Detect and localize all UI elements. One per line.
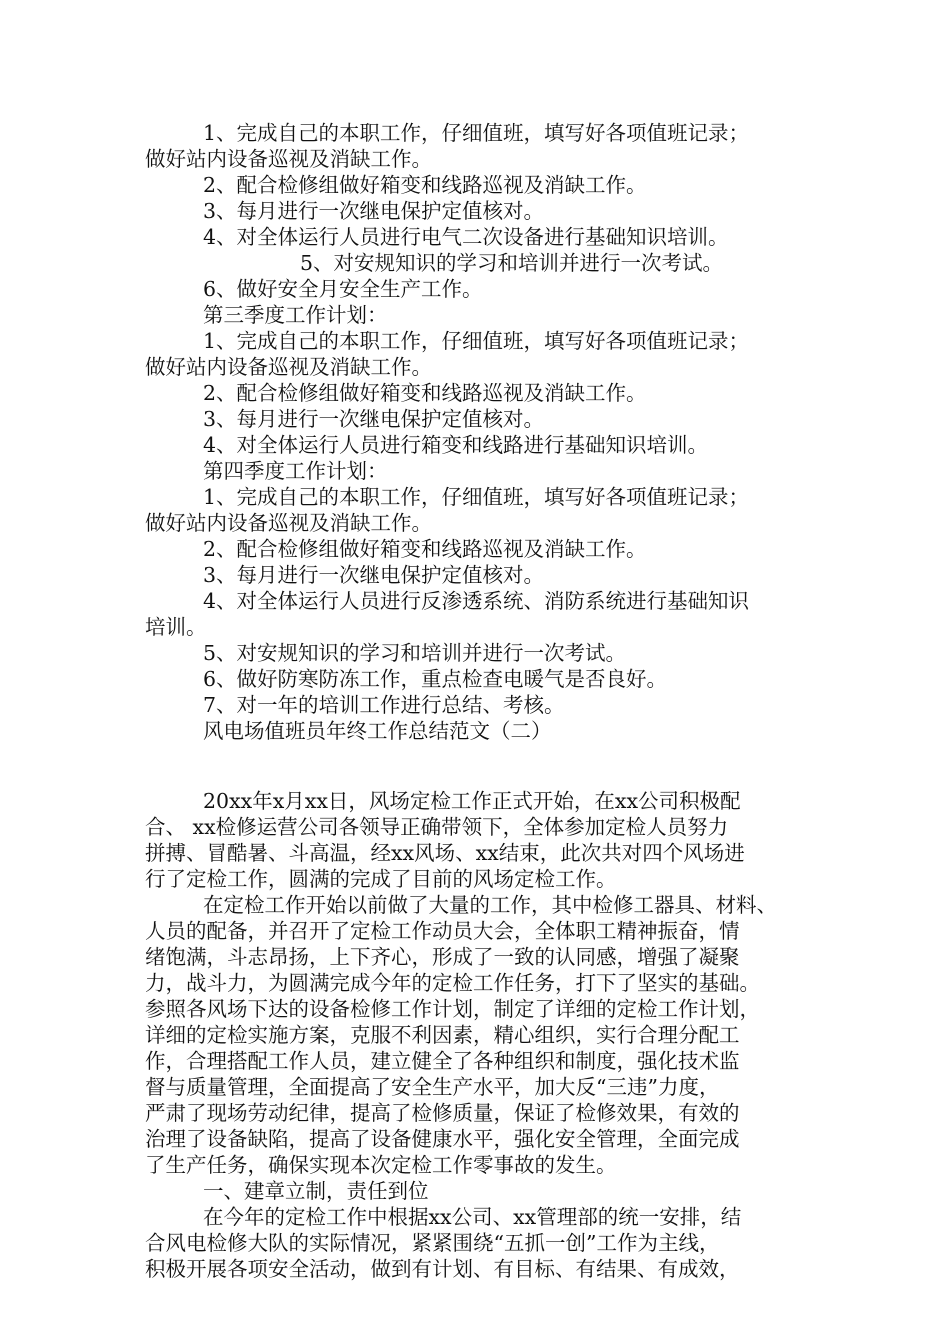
text-line: 严肃了现场劳动纪律，提高了检修质量，保证了检修效果，有效的 [145, 1101, 740, 1125]
text-line: 20xx年x月xx日，风场定检工作正式开始，在xx公司积极配 [203, 789, 741, 813]
text-line: 督与质量管理，全面提高了安全生产水平，加大反“三违”力度， [145, 1075, 720, 1099]
text-line: 绪饱满，斗志昂扬，上下齐心，形成了一致的认同感，增强了凝聚 [145, 945, 740, 969]
text-line: 拼搏、冒酷暑、斗高温，经xx风场、xx结束，此次共对四个风场进 [145, 841, 745, 865]
text-line: 治理了设备缺陷，提高了设备健康水平，强化安全管理，全面完成 [145, 1127, 740, 1151]
text-line: 1、完成自己的本职工作，仔细值班，填写好各项值班记录； [203, 485, 750, 509]
text-line: 1、完成自己的本职工作，仔细值班，填写好各项值班记录； [203, 329, 750, 353]
text-line: 合风电检修大队的实际情况，紧紧围绕“五抓一创”工作为主线， [145, 1231, 720, 1255]
section-heading: 第三季度工作计划： [203, 303, 388, 327]
spacer [145, 744, 811, 788]
text-line: 3、每月进行一次继电保护定值核对。 [203, 563, 545, 587]
text-line: 详细的定检实施方案，克服不利因素，精心组织，实行合理分配工 [145, 1023, 740, 1047]
text-line: 行了定检工作，圆满的完成了目前的风场定检工作。 [145, 867, 617, 891]
document-page [145, 120, 811, 1282]
text-line: 2、配合检修组做好箱变和线路巡视及消缺工作。 [203, 381, 647, 405]
text-line: 作，合理搭配工作人员，建立健全了各种组织和制度，强化技术监 [145, 1049, 740, 1073]
text-line: 参照各风场下达的设备检修工作计划，制定了详细的定检工作计划， [145, 997, 760, 1021]
text-line: 4、对全体运行人员进行电气二次设备进行基础知识培训。 [203, 225, 729, 249]
text-line: 培训。 [145, 615, 207, 639]
text-line: 1、完成自己的本职工作，仔细值班，填写好各项值班记录； [203, 121, 750, 145]
text-line: 了生产任务，确保实现本次定检工作零事故的发生。 [145, 1153, 617, 1177]
text-line: 在定检工作开始以前做了大量的工作，其中检修工器具、材料、 [203, 893, 777, 917]
text-line: 力，战斗力，为圆满完成今年的定检工作任务，打下了坚实的基础。 [145, 971, 760, 995]
text-line: 5、对安规知识的学习和培训并进行一次考试。 [203, 641, 627, 665]
text-line: 做好站内设备巡视及消缺工作。 [145, 511, 432, 535]
section-heading: 一、建章立制，责任到位 [203, 1179, 429, 1203]
text-line: 在今年的定检工作中根据xx公司、xx管理部的统一安排，结 [203, 1205, 742, 1229]
text-line: 人员的配备，并召开了定检工作动员大会，全体职工精神振奋，情 [145, 919, 740, 943]
text-line: 2、配合检修组做好箱变和线路巡视及消缺工作。 [203, 173, 647, 197]
text-line: 7、对一年的培训工作进行总结、考核。 [203, 693, 565, 717]
text-line: 6、做好防寒防冻工作，重点检查电暖气是否良好。 [203, 667, 668, 691]
text-line: 做好站内设备巡视及消缺工作。 [145, 355, 432, 379]
document-title: 风电场值班员年终工作总结范文（二） [203, 719, 552, 743]
text-line: 积极开展各项安全活动，做到有计划、有目标、有结果、有成效， [145, 1257, 740, 1281]
text-line: 4、对全体运行人员进行箱变和线路进行基础知识培训。 [203, 433, 709, 457]
text-line: 3、每月进行一次继电保护定值核对。 [203, 199, 545, 223]
section-heading: 第四季度工作计划： [203, 459, 388, 483]
text-line: 做好站内设备巡视及消缺工作。 [145, 147, 432, 171]
text-line: 6、做好安全月安全生产工作。 [203, 277, 483, 301]
text-line: 合、 xx检修运营公司各领导正确带领下，全体参加定检人员努力 [145, 815, 729, 839]
text-line: 4、对全体运行人员进行反渗透系统、消防系统进行基础知识 [203, 589, 750, 613]
text-line: 2、配合检修组做好箱变和线路巡视及消缺工作。 [203, 537, 647, 561]
text-line: 3、每月进行一次继电保护定值核对。 [203, 407, 545, 431]
text-line: 5、对安规知识的学习和培训并进行一次考试。 [300, 251, 724, 275]
